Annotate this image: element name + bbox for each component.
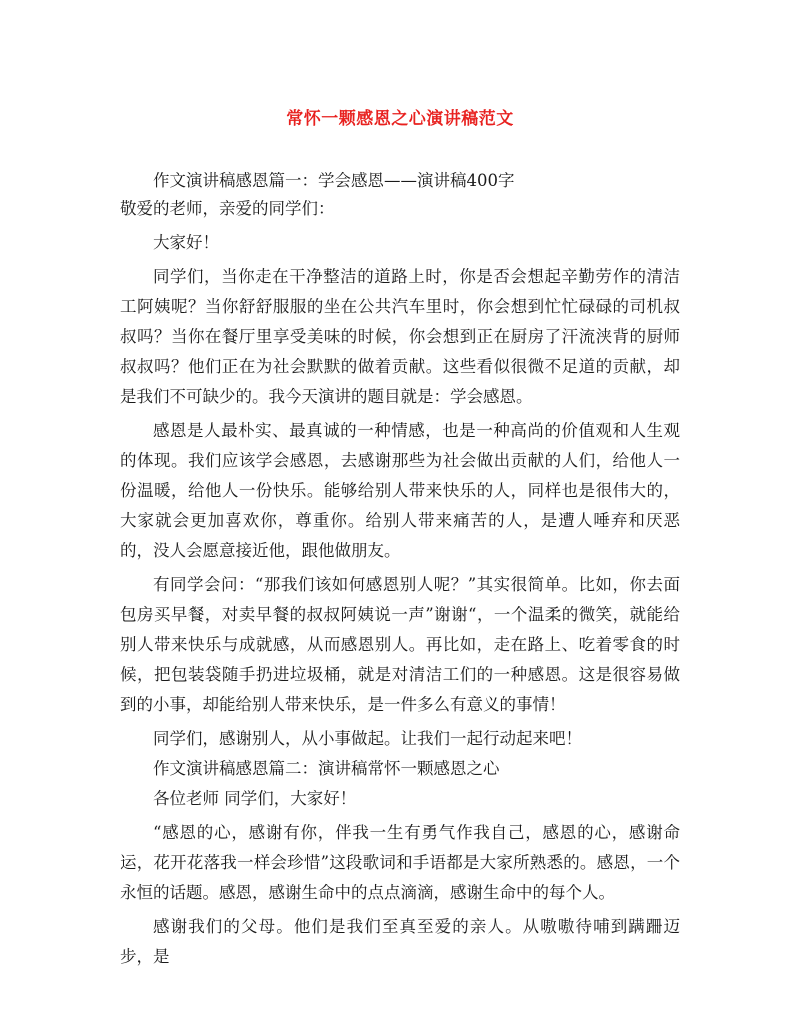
paragraph-6: 感谢我们的父母。他们是我们至真至爱的亲人。从嗷嗷待哺到蹒跚迈步，是 bbox=[120, 917, 680, 966]
document-body bbox=[120, 168, 680, 972]
section-heading-2: 作文演讲稿感恩篇二：演讲稿常怀一颗感恩之心 bbox=[153, 759, 500, 778]
paragraph-2: 感恩是人最朴实、最真诚的一种情感，也是一种高尚的价值观和人生观的体现。我们应该学会感恩，去感谢那些为社会做出贡献的人们，给他人一份温暖，给他人一份快乐。能够给别人带来快乐的人，同样也是很伟大的，大家就会更加喜欢你，尊重你。给别人带来痛苦的人，是遭人唾弃和厌恶的，没人会愿意接近他，跟他做朋友。 bbox=[120, 421, 680, 560]
paragraph-3: 有同学会问：“那我们该如何感恩别人呢？”其实很简单。比如，你去面包房买早餐，对卖早餐的叔叔阿姨说一声”谢谢“，一个温柔的微笑，就能给别人带来快乐与成就感，从而感恩别人。再比如，走在路上、吃着零食的时候，把包装袋随手扔进垃圾桶，就是对清洁工们的一种感恩。这是很容易做到的小事，却能给别人带来快乐，是一件多么有意义的事情！ bbox=[120, 575, 680, 714]
greeting: 大家好！ bbox=[153, 233, 219, 252]
salutation: 敬爱的老师，亲爱的同学们： bbox=[120, 199, 335, 218]
paragraph-5: “感恩的心，感谢有你，伴我一生有勇气作我自己，感恩的心，感谢命运，花开花落我一样会珍惜”这段歌词和手语都是大家所熟悉的。感恩，一个永恒的话题。感恩，感谢生命中的点点滴滴，感谢生命中的每个人。 bbox=[120, 823, 680, 902]
greeting-2: 各位老师 同学们，大家好！ bbox=[153, 789, 357, 808]
paragraph-4: 同学们，感谢别人，从小事做起。让我们一起行动起来吧！ bbox=[153, 729, 582, 748]
section-heading-1: 作文演讲稿感恩篇一：学会感恩——演讲稿400字 bbox=[153, 171, 515, 190]
paragraph-1: 同学们，当你走在干净整洁的道路上时，你是否会想起辛勤劳作的清洁工阿姨呢？当你舒舒服服的坐在公共汽车里时，你会想到忙忙碌碌的司机叔叔吗？当你在餐厅里享受美味的时候，你会想到正在厨房了汗流浃背的厨师叔叔吗？他们正在为社会默默的做着贡献。这些看似很微不足道的贡献，却是我们不可缺少的。我今天演讲的题目就是：学会感恩。 bbox=[120, 267, 680, 406]
document-title: 常怀一颗感恩之心演讲稿范文 bbox=[286, 109, 514, 129]
